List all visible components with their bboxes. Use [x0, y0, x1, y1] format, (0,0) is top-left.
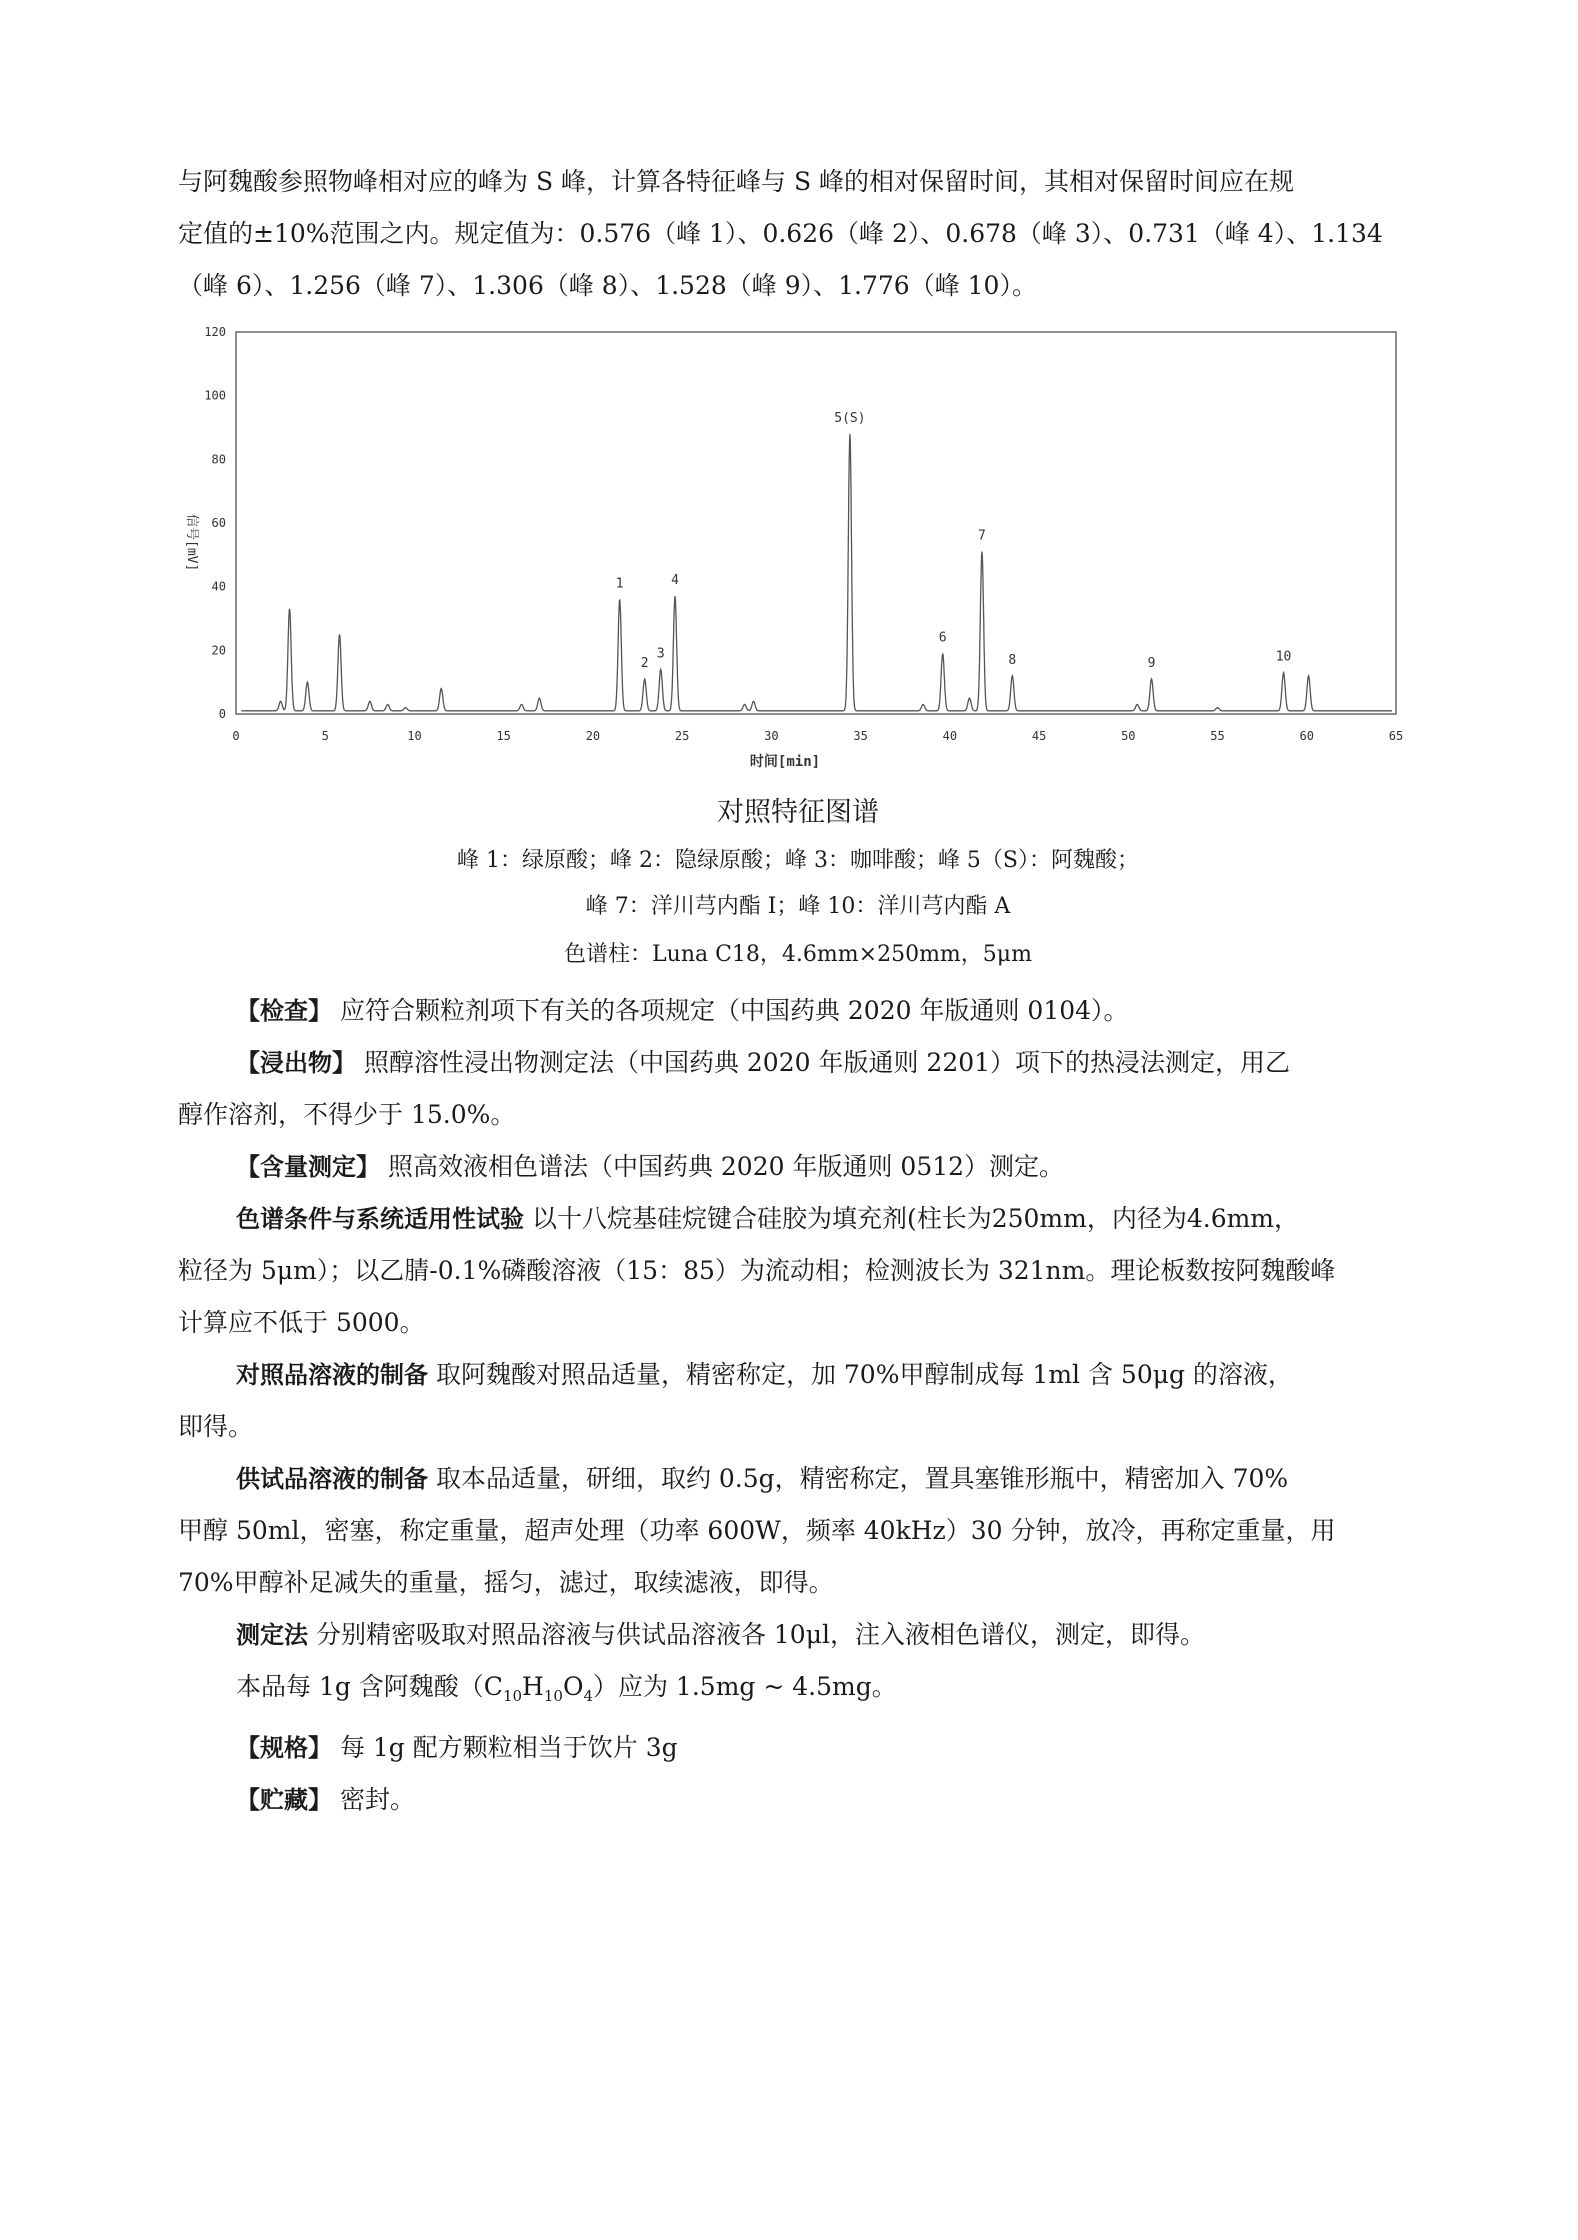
peak-label: 1	[615, 576, 624, 592]
intro-paragraph	[178, 156, 1418, 312]
peak-label: 2	[640, 655, 649, 671]
check-heading: 【检查】	[236, 997, 332, 1025]
chromatogram-chart	[170, 326, 1420, 776]
peak-label: 7	[978, 528, 986, 544]
check-section	[178, 985, 1418, 1037]
method-text: 分别精密吸取对照品溶液与供试品溶液各 10μl，注入液相色谱仪，测定，即得。	[315, 1620, 1205, 1649]
test-text-1: 取本品适量，研细，取约 0.5g，精密称定，置具塞锥形瓶中，精密加入 70%	[435, 1464, 1289, 1493]
extract-text-2: 醇作溶剂，不得少于 15.0%。	[178, 1100, 516, 1129]
content-sub-3: 4	[583, 1687, 593, 1705]
peak-label: 4	[671, 573, 679, 589]
ref-section	[178, 1349, 1418, 1401]
x-tick-label: 40	[942, 729, 958, 743]
extract-section	[178, 1037, 1418, 1089]
y-tick-label: 0	[218, 707, 226, 721]
method-section	[178, 1609, 1418, 1661]
x-tick-label: 60	[1299, 729, 1314, 743]
chromatogram-svg	[170, 326, 1420, 776]
y-axis-ticks	[204, 326, 226, 721]
peak-label: 3	[656, 646, 665, 662]
x-tick-label: 15	[496, 729, 511, 743]
y-tick-label: 80	[211, 452, 226, 467]
test-heading: 供试品溶液的制备	[236, 1465, 428, 1493]
chart-caption-line-1: 峰 1：绿原酸；峰 2：隐绿原酸；峰 3：咖啡酸；峰 5（S）：阿魏酸；	[456, 848, 1140, 873]
x-tick-label: 50	[1121, 729, 1136, 743]
assay-section	[178, 1141, 1418, 1193]
spec-heading: 【规格】	[236, 1734, 332, 1762]
chromatogram-trace	[241, 434, 1392, 711]
x-axis-ticks	[232, 729, 1403, 743]
y-tick-label: 20	[211, 643, 226, 658]
extract-text-1: 照醇溶性浸出物测定法（中国药典 2020 年版通则 2201）项下的热浸法测定，用乙	[363, 1048, 1291, 1077]
peak-label: 8	[1008, 652, 1017, 668]
y-tick-label: 120	[204, 326, 226, 339]
storage-heading: 【贮藏】	[236, 1786, 332, 1814]
chrom-text-3: 计算应不低于 5000。	[178, 1308, 425, 1337]
peak-label: 6	[938, 630, 947, 646]
x-tick-label: 5	[321, 729, 329, 743]
ref-heading: 对照品溶液的制备	[236, 1361, 428, 1389]
spec-text: 每 1g 配方颗粒相当于饮片 3g	[339, 1733, 678, 1762]
assay-text: 照高效液相色谱法（中国药典 2020 年版通则 0512）测定。	[387, 1152, 1065, 1181]
intro-line-2: 定值的±10%范围之内。规定值为：0.576（峰 1）、0.626（峰 2）、0.678（峰 3）、0.731（峰 4）、1.134	[178, 219, 1383, 248]
chrom-heading: 色谱条件与系统适用性试验	[236, 1205, 524, 1233]
intro-line-1: 与阿魏酸参照物峰相对应的峰为 S 峰，计算各特征峰与 S 峰的相对保留时间，其相对保留时间应在规	[178, 167, 1295, 196]
y-tick-label: 100	[204, 388, 226, 403]
y-tick-label: 40	[211, 579, 226, 594]
y-axis-label: 信号[mV]	[184, 514, 199, 572]
x-tick-label: 45	[1031, 729, 1047, 743]
chart-caption-line-3: 色谱柱：Luna C18，4.6mm×250mm，5μm	[564, 942, 1032, 967]
storage-text: 密封。	[339, 1785, 415, 1814]
x-tick-label: 30	[764, 729, 779, 743]
content-sub-1: 10	[502, 1687, 523, 1705]
ref-text-1: 取阿魏酸对照品适量，精密称定，加 70%甲醇制成每 1ml 含 50μg 的溶液，	[435, 1360, 1293, 1389]
storage-section	[178, 1774, 1418, 1826]
spec-section	[178, 1722, 1418, 1774]
x-tick-label: 25	[674, 729, 690, 743]
test-text-2: 甲醇 50ml，密塞，称定重量，超声处理（功率 600W，频率 40kHz）30 分钟，放冷，再称定重量，用	[178, 1516, 1336, 1545]
assay-heading: 【含量测定】	[236, 1153, 380, 1181]
x-tick-label: 0	[232, 729, 240, 743]
sections-block	[178, 985, 1418, 1826]
x-tick-label: 10	[407, 729, 422, 743]
chart-caption-line-2: 峰 7：洋川芎内酯 I；峰 10：洋川芎内酯 A	[585, 894, 1011, 919]
x-tick-label: 35	[853, 729, 868, 743]
peak-label: 5(S)	[834, 410, 866, 426]
ref-text-2: 即得。	[178, 1412, 254, 1441]
chrom-text-1: 以十八烷基硅烷键合硅胶为填充剂(柱长为250mm，内径为4.6mm，	[531, 1204, 1300, 1233]
content-line	[178, 1661, 1418, 1722]
chrom-section	[178, 1193, 1418, 1245]
test-section	[178, 1453, 1418, 1505]
x-tick-label: 65	[1388, 729, 1404, 743]
extract-heading: 【浸出物】	[236, 1049, 356, 1077]
chrom-text-2: 粒径为 5μm）；以乙腈-0.1%磷酸溶液（15：85）为流动相；检测波长为 321nm。理论板数按阿魏酸峰	[178, 1256, 1336, 1285]
peak-labels	[616, 411, 1292, 671]
chart-caption-title: 对照特征图谱	[717, 797, 879, 828]
test-text-3: 70%甲醇补足减失的重量，摇匀，滤过，取续滤液，即得。	[178, 1568, 834, 1597]
content-post: ）应为 1.5mg ~ 4.5mg。	[592, 1672, 897, 1701]
content-sub-2: 10	[543, 1687, 563, 1705]
content-pre: 本品每 1g 含阿魏酸（C	[236, 1672, 503, 1701]
y-tick-label: 60	[211, 516, 226, 530]
plot-frame	[236, 332, 1396, 714]
x-tick-label: 20	[585, 729, 601, 743]
intro-line-3: （峰 6）、1.256（峰 7）、1.306（峰 8）、1.528（峰 9）、1.776（峰 10）。	[178, 271, 1037, 300]
method-heading: 测定法	[236, 1621, 308, 1649]
x-tick-label: 55	[1210, 729, 1225, 743]
check-text: 应符合颗粒剂项下有关的各项规定（中国药典 2020 年版通则 0104）。	[339, 996, 1129, 1025]
content-mid-2: O	[562, 1672, 584, 1701]
x-axis-label: 时间[min]	[749, 754, 821, 770]
peak-label: 9	[1147, 655, 1156, 671]
content-mid-1: H	[522, 1672, 544, 1701]
peak-label: 10	[1275, 649, 1292, 665]
